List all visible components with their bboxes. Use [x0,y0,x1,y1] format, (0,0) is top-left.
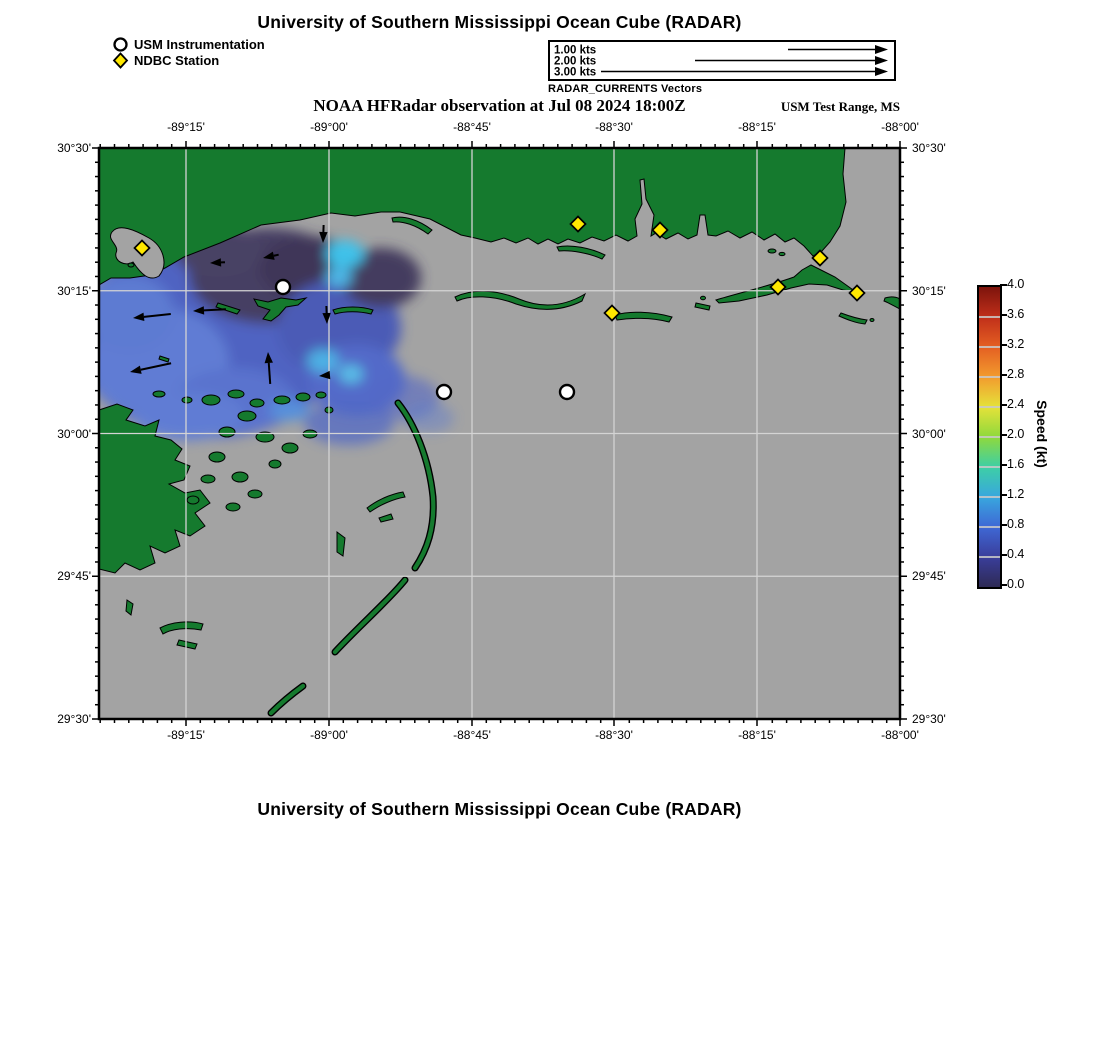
colorbar-inner-tick [979,346,1000,348]
x-tick-label: -88°00' [881,120,919,134]
y-tick-label: 29°45' [57,569,91,584]
vector-scale-label: 2.00 kts [554,55,597,68]
colorbar-tick-mark [1000,284,1007,286]
x-tick-label: -88°45' [453,728,491,742]
y-tick-label: 29°45' [912,569,946,584]
bay-islet [128,263,134,267]
y-tick-label: 30°30' [57,141,91,155]
colorbar-tick-mark [1000,524,1007,526]
usm-station-marker [437,385,451,399]
y-tick-label: 30°30' [912,141,946,155]
vector-scale-arrows [550,42,894,79]
x-tick-label: -88°30' [595,120,633,134]
y-tick-label: 30°15' [57,283,91,298]
small-island-d [779,252,785,255]
colorbar-title: Speed (kt) [1034,400,1050,468]
x-tick-label: -88°00' [881,728,919,742]
vector-scale-box [548,40,896,81]
colorbar-tick-label: 3.2 [1007,337,1025,351]
sliver-east-dot [870,319,874,322]
colorbar-tick-mark [1000,374,1007,376]
x-tick-label: -89°00' [310,728,348,742]
colorbar-tick-label: 2.8 [1007,367,1025,381]
colorbar-tick-label: 0.8 [1007,517,1025,531]
colorbar-tick-label: 1.2 [1007,487,1025,501]
vector-scale-caption: RADAR_CURRENTS Vectors [548,83,703,95]
colorbar-gradient [977,285,1002,589]
y-tick-label: 29°30' [57,712,91,726]
x-tick-label: -89°15' [167,728,205,742]
footer-title: University of Southern Mississippi Ocean Cube (RADAR) [257,799,742,819]
y-tick-label: 30°00' [912,426,946,441]
vector-scale-label: 1.00 kts [554,44,597,57]
vector-scale-label: 3.00 kts [554,66,597,79]
marker-legend [112,36,265,68]
vector-scale-arrow [788,45,888,54]
colorbar-inner-tick [979,556,1000,558]
observation-subtitle: NOAA HFRadar observation at Jul 08 2024 18:00Z [313,96,686,115]
small-island-b [701,296,706,300]
vector-scale-row [554,67,596,79]
colorbar-tick-label: 2.0 [1007,427,1025,441]
colorbar-tick-mark [1000,584,1007,586]
usm-station-marker [560,385,574,399]
colorbar-tick-mark [1000,434,1007,436]
x-tick-label: -89°15' [167,120,205,134]
y-tick-label: 30°00' [57,426,91,441]
ndbc-diamond-icon [112,52,129,69]
x-tick-label: -88°15' [738,120,776,134]
colorbar-tick-mark [1000,344,1007,346]
colorbar-inner-tick [979,526,1000,528]
usm-station-marker [276,280,290,294]
colorbar-inner-tick [979,376,1000,378]
colorbar-inner-tick [979,466,1000,468]
x-tick-label: -88°45' [453,120,491,134]
usm-circle-icon [112,36,129,53]
vector-scale-arrow [601,67,888,76]
x-tick-label: -89°00' [310,120,348,134]
colorbar-tick-label: 2.4 [1007,397,1025,411]
y-tick-label: 30°15' [912,283,946,298]
colorbar-tick-label: 4.0 [1007,277,1025,291]
colorbar-inner-tick [979,496,1000,498]
vector-scale-arrow [695,56,888,65]
colorbar-tick-mark [1000,494,1007,496]
map-plot [84,133,915,734]
legend-item-usm [112,36,265,52]
colorbar-tick-label: 0.4 [1007,547,1025,561]
page-title: University of Southern Mississippi Ocean Cube (RADAR) [257,12,742,32]
colorbar-tick-label: 1.6 [1007,457,1025,471]
colorbar-inner-tick [979,436,1000,438]
colorbar-inner-tick [979,316,1000,318]
x-tick-label: -88°15' [738,728,776,742]
legend-label-usm: USM Instrumentation [134,36,265,52]
colorbar-tick-label: 3.6 [1007,307,1025,321]
region-label: USM Test Range, MS [780,99,900,114]
colorbar-tick-mark [1000,554,1007,556]
legend-item-ndbc [112,52,265,68]
y-tick-label: 29°30' [912,712,946,726]
small-island-c [768,249,776,253]
x-tick-label: -88°30' [595,728,633,742]
colorbar-tick-mark [1000,314,1007,316]
colorbar-inner-tick [979,406,1000,408]
legend-label-ndbc: NDBC Station [134,52,220,68]
colorbar-tick-label: 0.0 [1007,577,1025,591]
colorbar-tick-mark [1000,404,1007,406]
colorbar-tick-mark [1000,464,1007,466]
